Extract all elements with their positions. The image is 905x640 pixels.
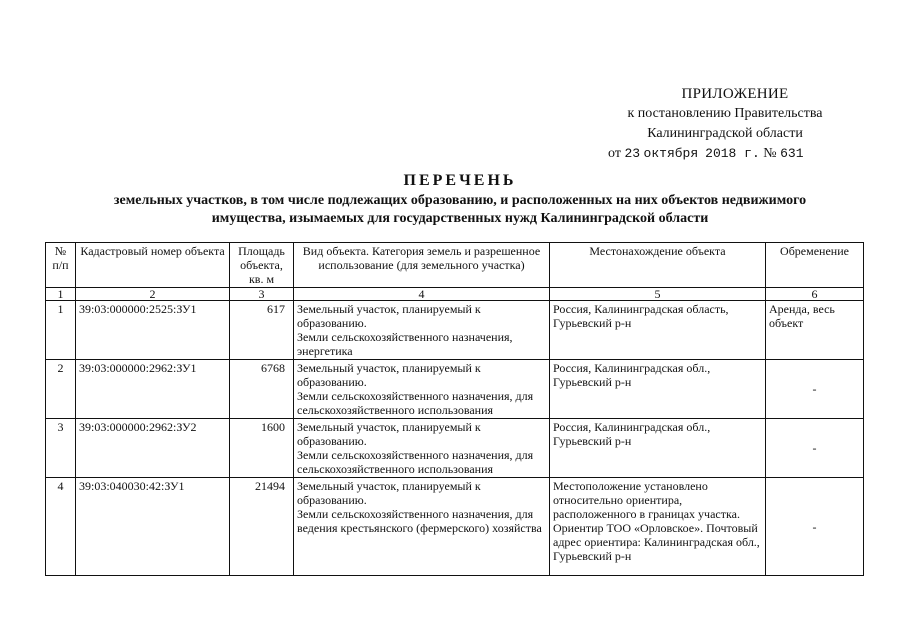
row-number: 2 — [46, 360, 76, 419]
object-kind: Земельный участок, планируемый к образованию. Земли сельскохозяйственного назначения, для сельскохозяйственного использования — [294, 360, 550, 419]
encumbrance: - — [766, 478, 864, 576]
col-number: 3 — [230, 288, 294, 301]
area-value: 21494 — [230, 478, 294, 576]
header-area: Площадь объекта, кв. м — [230, 243, 294, 288]
cadastral-number: 39:03:040030:42:ЗУ1 — [76, 478, 230, 576]
column-numbers-row — [46, 288, 864, 301]
document-title — [60, 170, 860, 228]
date-year: 2018 г. — [705, 146, 760, 161]
object-location: Россия, Калининградская обл., Гурьевский р-н — [550, 360, 766, 419]
appendix-title: ПРИЛОЖЕНИЕ — [681, 86, 789, 102]
col-number: 4 — [294, 288, 550, 301]
appendix-date-line — [560, 144, 890, 164]
header-number: № п/п — [46, 243, 76, 288]
title-line-2: имущества, изымаемых для государственных нужд Калининградской области — [211, 211, 709, 226]
cadastral-number: 39:03:000000:2962:ЗУ1 — [76, 360, 230, 419]
cadastral-number: 39:03:000000:2962:ЗУ2 — [76, 419, 230, 478]
header-kind: Вид объекта. Категория земель и разрешенное использование (для земельного участка) — [294, 243, 550, 288]
header-cadastral: Кадастровый номер объекта — [76, 243, 230, 288]
object-kind: Земельный участок, планируемый к образованию. Земли сельскохозяйственного назначения, энергетика — [294, 301, 550, 360]
object-location: Россия, Калининградская область, Гурьевский р-н — [550, 301, 766, 360]
header-location: Местонахождение объекта — [550, 243, 766, 288]
header-encumbrance: Обременение — [766, 243, 864, 288]
object-location: Местоположение установлено относительно ориентира, расположенного в границах участка. Ориентир ТОО «Орловское». Почтовый адрес ориентира: Калининградская обл., Гурьевский р-н — [550, 478, 766, 576]
appendix-region: Калининградской области — [647, 126, 803, 141]
land-plots-table — [45, 242, 864, 576]
number-sign: № — [763, 146, 777, 161]
area-value: 617 — [230, 301, 294, 360]
title-line-1: земельных участков, в том числе подлежащих образованию, и расположенных на них объектов недвижимого — [113, 193, 807, 208]
table-row — [46, 419, 864, 478]
table-row — [46, 301, 864, 360]
encumbrance: Аренда, весь объект — [766, 301, 864, 360]
row-number: 4 — [46, 478, 76, 576]
row-number: 3 — [46, 419, 76, 478]
object-location: Россия, Калининградская обл., Гурьевский р-н — [550, 419, 766, 478]
col-number: 1 — [46, 288, 76, 301]
appendix-subtitle: к постановлению Правительства — [627, 106, 823, 121]
col-number: 5 — [550, 288, 766, 301]
col-number: 2 — [76, 288, 230, 301]
area-value: 1600 — [230, 419, 294, 478]
row-number: 1 — [46, 301, 76, 360]
table-row — [46, 478, 864, 576]
appendix-header — [560, 84, 890, 164]
date-prefix: от — [608, 146, 621, 161]
area-value: 6768 — [230, 360, 294, 419]
table-row — [46, 360, 864, 419]
cadastral-number: 39:03:000000:2525:ЗУ1 — [76, 301, 230, 360]
object-kind: Земельный участок, планируемый к образованию. Земли сельскохозяйственного назначения, для ведения крестьянского (фермерского) хозяйства — [294, 478, 550, 576]
document-number: 631 — [780, 146, 804, 161]
encumbrance: - — [766, 360, 864, 419]
col-number: 6 — [766, 288, 864, 301]
date-month: октября — [643, 146, 699, 161]
table-header-row — [46, 243, 864, 288]
title-heading: ПЕРЕЧЕНЬ — [403, 172, 517, 189]
object-kind: Земельный участок, планируемый к образованию. Земли сельскохозяйственного назначения, для сельскохозяйственного использования — [294, 419, 550, 478]
encumbrance: - — [766, 419, 864, 478]
date-day: 23 — [624, 146, 641, 161]
